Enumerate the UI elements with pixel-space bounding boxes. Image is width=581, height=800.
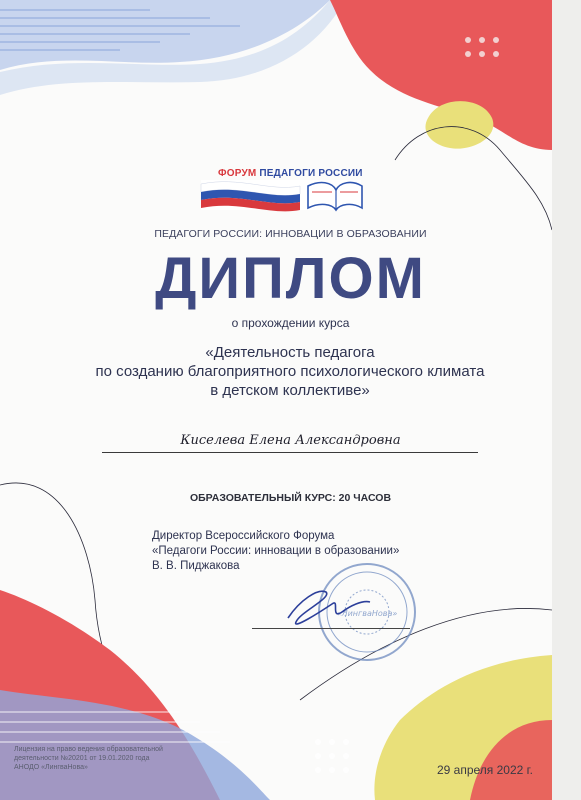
top-yellow-blob	[425, 101, 493, 149]
recipient-name: Киселева Елена Александровна	[180, 433, 401, 448]
logo-graphic	[201, 180, 362, 211]
stamp	[319, 564, 415, 660]
director-line: Директор Всероссийского Форума	[152, 530, 335, 542]
course-title-line: в детском коллективе»	[210, 382, 370, 399]
diploma-subtitle: о прохождении курса	[231, 316, 350, 330]
issue-date: 29 апреля 2022 г.	[437, 763, 533, 777]
license-line: АНОДО «ЛингваНова»	[14, 764, 88, 771]
license-line: деятельности №20201 от 19.01.2020 года	[14, 755, 150, 762]
bottom-dots	[315, 739, 349, 773]
diploma-title: ДИПЛОМ	[155, 246, 426, 311]
forum-name: ПЕДАГОГИ РОССИИ: ИННОВАЦИИ В ОБРАЗОВАНИИ	[154, 228, 427, 240]
scan-edge	[552, 0, 581, 800]
signature-line	[252, 628, 410, 629]
license-line: Лицензия на право ведения образовательной	[14, 746, 163, 753]
course-title-line: «Деятельность педагога	[205, 344, 375, 361]
course-title	[40, 343, 540, 400]
course-hours: ОБРАЗОВАТЕЛЬНЫЙ КУРС: 20 ЧАСОВ	[189, 492, 392, 504]
director-block	[152, 529, 399, 574]
director-line: «Педагоги России: инновации в образовании»	[152, 545, 400, 557]
course-title-line: по созданию благоприятного психологического климата	[95, 363, 485, 380]
recipient-underline	[102, 452, 478, 453]
license-info	[14, 745, 214, 772]
signature	[288, 591, 370, 624]
svg-text:«ЛингваНова»: «ЛингваНова»	[336, 609, 398, 618]
director-line: В. В. Пиджакова	[152, 560, 240, 572]
logo-text: ФОРУМ ПЕДАГОГИ РОССИИ	[218, 168, 363, 179]
